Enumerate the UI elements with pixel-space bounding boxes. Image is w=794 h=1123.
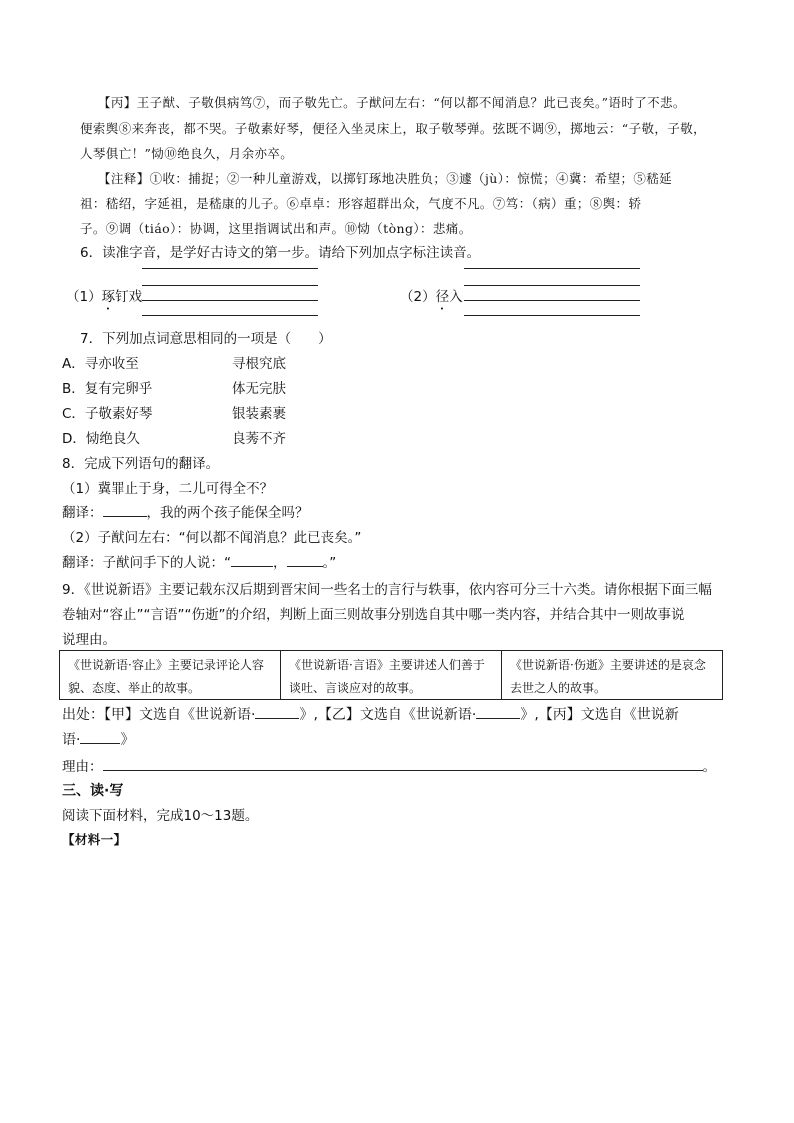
pinyin-line-1-bottom [142,315,318,316]
question-9-reason [62,755,716,775]
question-9-source-line-2 [62,729,134,749]
answer-blank-1[interactable] [103,502,147,517]
translation-prefix: 翻译：子猷问手下的人说：“ [62,555,231,571]
reason-end: 。 [702,759,716,775]
option-label: D． [62,431,86,447]
reason-label: 理由： [62,759,103,775]
option-c [62,402,152,422]
option-b-right: 体无完肤 [232,381,286,397]
question-8-sentence-1: （1）冀罪止于身，二儿可得全不？ [62,481,274,497]
source-text: 出处：【甲】文选自《世说新语· [62,707,256,723]
pinyin-line-2-mid [464,285,640,286]
pinyin-line-1-top [142,268,318,269]
item-text: 钉戏 [115,289,143,305]
option-left: 复有完卵乎 [84,381,153,397]
source-text: 》 [120,732,135,748]
reason-blank[interactable] [103,756,703,771]
question-6-stem: 6．读准字音，是学好古诗文的第一步。请给下列加点字标注读音。 [80,245,481,261]
option-c-right: 银装素裹 [232,406,286,422]
translation-prefix: 翻译： [62,505,103,521]
option-a-right: 寻根究底 [232,356,286,372]
question-8-translation-1 [62,501,309,521]
item-number: （1） [66,289,102,305]
option-label: C． [62,406,85,422]
option-label: B． [62,381,85,397]
option-d [62,427,140,447]
item-text: 入 [449,289,463,305]
question-9-source-line-1 [62,704,679,724]
dotted-char: 琢 [101,289,116,305]
option-d-right: 良莠不齐 [232,431,286,447]
source-blank-bing[interactable] [80,729,120,744]
scroll-intro-yanyu: 《世说新语·言语》主要讲述人们善于谈吐、言谈应对的故事。 [281,651,502,699]
pinyin-line-2-base [464,300,640,301]
question-8-sentence-2: （2）子猷问左右：“何以都不闻消息？此已丧矣。” [62,530,362,546]
dotted-char: 径 [435,289,450,305]
question-6-item-2 [400,285,463,313]
source-text: 》,【乙】文选自《世说新语· [299,707,477,723]
source-blank-jia[interactable] [255,704,299,719]
notes-line-2: 祖：嵇绍，字延祖，是嵇康的儿子。⑥卓卓：形容超群出众，气度不凡。⑦笃：（病）重；⑧舆：轿 [80,196,642,211]
source-blank-yi[interactable] [476,704,520,719]
notes-line-1: 【注释】①收：捕捉；②一种儿童游戏，以掷钉琢地决胜负；③遽（jù）：惊慌；④冀：希望；⑤嵇延 [98,171,673,186]
item-number: （2） [400,289,436,305]
option-label: A． [62,356,85,372]
material-1-label: 【材料一】 [62,832,127,847]
scroll-intro-table [59,650,723,700]
source-text: 》,【丙】文选自《世说新 [520,707,679,723]
notes-line-3: 子。⑨调（tiáo）：协调，这里指调试出和声。⑩恸（tòng）：悲痛。 [80,221,472,236]
option-left: 恸绝良久 [85,431,140,447]
pinyin-line-2-top [464,268,640,269]
answer-blank-2[interactable] [231,552,273,567]
question-9-stem-line-1: 9．《世说新语》主要记载东汉后期到晋宋间一些名士的言行与轶事，依内容可分三十六类。请你根据下面三幅 [62,582,712,598]
translation-suffix: 。” [322,555,337,571]
option-left: 寻亦收至 [84,356,139,372]
translation-suffix: ，我的两个孩子能保全吗？ [146,505,309,521]
pinyin-line-1-base [142,300,318,301]
question-9-stem-line-3: 说理由。 [62,632,116,648]
pinyin-line-2-bottom [464,315,640,316]
answer-blank-3[interactable] [287,552,323,567]
scroll-intro-shangshi: 《世说新语·伤逝》主要讲述的是哀念去世之人的故事。 [510,658,706,695]
scroll-intro-rongzhi: 《世说新语·容止》主要记录评论人容貌、态度、举止的故事。 [60,651,281,699]
option-b [62,377,152,397]
question-8-stem: 8．完成下列语句的翻译。 [62,456,220,472]
source-text: 语· [62,732,81,748]
section-3-intro: 阅读下面材料，完成10～13题。 [62,808,259,824]
pinyin-line-1-mid [142,285,318,286]
question-7-stem: 7．下列加点词意思相同的一项是（ ） [80,331,332,347]
translation-separator: ， [273,555,287,571]
question-8-translation-2 [62,551,336,571]
option-left: 子敬素好琴 [84,406,153,422]
passage-bing-line-2: 便索舆⑧来奔丧，都不哭。子敬素好琴，便径入坐灵床上，取子敬琴弹。弦既不调⑨，掷地云：“子敬，子敬， [80,121,706,136]
option-a [62,352,139,372]
passage-bing-line-3: 人琴俱亡！”恸⑩绝良久，月余亦卒。 [80,146,294,161]
question-9-stem-line-2: 卷轴对“容止”“言语”“伤逝”的介绍，判断上面三则故事分别选自其中哪一类内容，并结合其中一则故事说 [62,607,685,623]
question-6-item-1 [66,285,142,313]
section-3-title: 三、读·写 [62,783,124,799]
passage-bing-line-1: 【丙】王子猷、子敬俱病笃⑦，而子敬先亡。子猷问左右：“何以都不闻消息？此已丧矣。”语时了不悲。 [98,95,686,110]
